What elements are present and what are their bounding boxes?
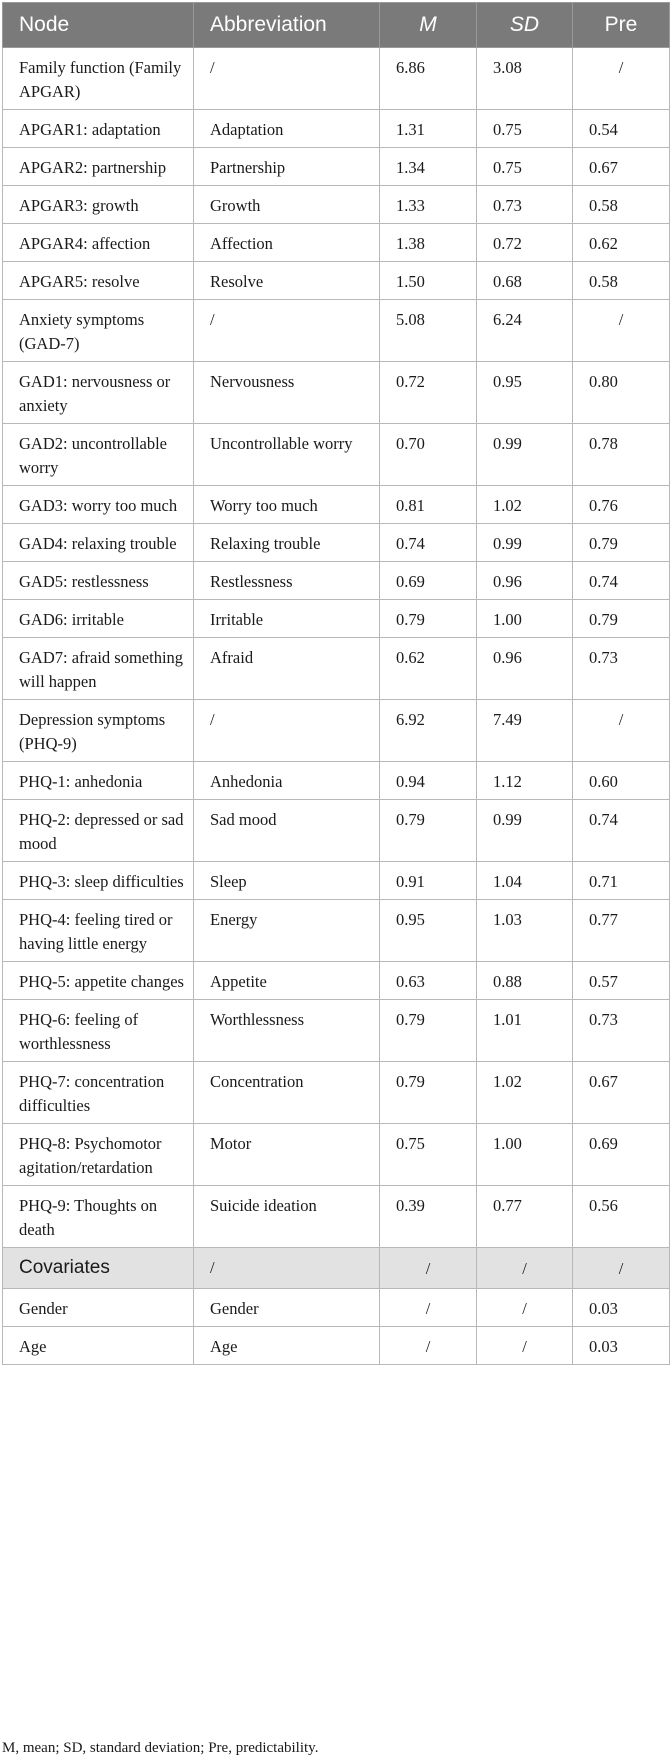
cell-sd: 3.08	[477, 48, 573, 110]
table-row	[3, 700, 670, 762]
cell-pre: 0.57	[573, 962, 670, 1000]
cell-sd: 7.49	[477, 700, 573, 762]
cell-mean: /	[380, 1289, 477, 1327]
cell-sd: 1.02	[477, 486, 573, 524]
cell-pre: 0.03	[573, 1289, 670, 1327]
cell-pre: /	[573, 700, 670, 762]
cell-node: GAD7: afraid something will happen	[3, 638, 194, 700]
cell-mean: 0.75	[380, 1124, 477, 1186]
cell-sd: 1.12	[477, 762, 573, 800]
cell-node: GAD5: restlessness	[3, 562, 194, 600]
section-mean: /	[380, 1248, 477, 1289]
cell-node: Age	[3, 1327, 194, 1365]
cell-node: Family function (Family APGAR)	[3, 48, 194, 110]
cell-abbreviation: Adaptation	[194, 110, 380, 148]
cell-abbreviation: Worry too much	[194, 486, 380, 524]
header-node: Node	[3, 3, 194, 48]
cell-pre: 0.79	[573, 600, 670, 638]
cell-abbreviation: Energy	[194, 900, 380, 962]
cell-pre: 0.73	[573, 1000, 670, 1062]
table-row	[3, 186, 670, 224]
cell-pre: 0.67	[573, 1062, 670, 1124]
cell-node: GAD1: nervousness or anxiety	[3, 362, 194, 424]
cell-mean: 1.38	[380, 224, 477, 262]
table-footnote: M, mean; SD, standard deviation; Pre, predictability.	[2, 1740, 319, 1756]
cell-pre: 0.78	[573, 424, 670, 486]
cell-pre: 0.77	[573, 900, 670, 962]
cell-abbreviation: Anhedonia	[194, 762, 380, 800]
covariates-section	[3, 1248, 670, 1289]
cell-abbreviation: Concentration	[194, 1062, 380, 1124]
cell-mean: 0.79	[380, 1000, 477, 1062]
cell-sd: 0.72	[477, 224, 573, 262]
cell-abbreviation: Resolve	[194, 262, 380, 300]
table-row	[3, 562, 670, 600]
cell-sd: 0.95	[477, 362, 573, 424]
table-row	[3, 262, 670, 300]
cell-abbreviation: Sleep	[194, 862, 380, 900]
node-statistics-table	[2, 2, 670, 1365]
cell-sd: 1.03	[477, 900, 573, 962]
cell-mean: 0.81	[380, 486, 477, 524]
table-row	[3, 48, 670, 110]
header-mean: M	[380, 3, 477, 48]
cell-pre: 0.74	[573, 800, 670, 862]
cell-mean: 0.69	[380, 562, 477, 600]
table-row	[3, 524, 670, 562]
cell-mean: 0.79	[380, 800, 477, 862]
cell-abbreviation: Partnership	[194, 148, 380, 186]
table-row	[3, 800, 670, 862]
cell-node: GAD3: worry too much	[3, 486, 194, 524]
cell-abbreviation: Appetite	[194, 962, 380, 1000]
table-row	[3, 638, 670, 700]
table-row	[3, 300, 670, 362]
cell-sd: 0.77	[477, 1186, 573, 1248]
cell-node: PHQ-8: Psychomotor agitation/retardation	[3, 1124, 194, 1186]
cell-node: GAD2: uncontrollable worry	[3, 424, 194, 486]
cell-abbreviation: Restlessness	[194, 562, 380, 600]
cell-abbreviation: Uncontrollable worry	[194, 424, 380, 486]
cell-mean: 1.31	[380, 110, 477, 148]
cell-abbreviation: /	[194, 48, 380, 110]
cell-pre: 0.62	[573, 224, 670, 262]
cell-abbreviation: Sad mood	[194, 800, 380, 862]
cell-abbreviation: Afraid	[194, 638, 380, 700]
cell-abbreviation: Gender	[194, 1289, 380, 1327]
cell-sd: 1.04	[477, 862, 573, 900]
cell-abbreviation: /	[194, 300, 380, 362]
table-row	[3, 862, 670, 900]
cell-abbreviation: Nervousness	[194, 362, 380, 424]
cell-sd: /	[477, 1289, 573, 1327]
table-row	[3, 362, 670, 424]
cell-node: APGAR2: partnership	[3, 148, 194, 186]
cell-node: PHQ-9: Thoughts on death	[3, 1186, 194, 1248]
cell-node: PHQ-3: sleep difficulties	[3, 862, 194, 900]
table-row	[3, 1289, 670, 1327]
table-body	[3, 48, 670, 1248]
cell-mean: 0.63	[380, 962, 477, 1000]
cell-mean: 0.94	[380, 762, 477, 800]
table-row	[3, 600, 670, 638]
cell-node: GAD6: irritable	[3, 600, 194, 638]
cell-node: APGAR3: growth	[3, 186, 194, 224]
cell-pre: 0.79	[573, 524, 670, 562]
cell-node: APGAR5: resolve	[3, 262, 194, 300]
cell-mean: 1.34	[380, 148, 477, 186]
cell-node: PHQ-7: concentration difficulties	[3, 1062, 194, 1124]
cell-node: PHQ-6: feeling of worthlessness	[3, 1000, 194, 1062]
cell-node: PHQ-1: anhedonia	[3, 762, 194, 800]
cell-sd: 0.68	[477, 262, 573, 300]
cell-mean: 6.86	[380, 48, 477, 110]
cell-sd: /	[477, 1327, 573, 1365]
table-row	[3, 1000, 670, 1062]
cell-mean: 0.70	[380, 424, 477, 486]
cell-node: Gender	[3, 1289, 194, 1327]
cell-node: APGAR4: affection	[3, 224, 194, 262]
cell-node: PHQ-2: depressed or sad mood	[3, 800, 194, 862]
table-row	[3, 224, 670, 262]
cell-pre: 0.67	[573, 148, 670, 186]
cell-sd: 0.75	[477, 148, 573, 186]
cell-node: Anxiety symptoms (GAD-7)	[3, 300, 194, 362]
section-pre: /	[573, 1248, 670, 1289]
cell-mean: 0.74	[380, 524, 477, 562]
cell-sd: 6.24	[477, 300, 573, 362]
cell-pre: 0.56	[573, 1186, 670, 1248]
table-row	[3, 1062, 670, 1124]
cell-sd: 1.01	[477, 1000, 573, 1062]
cell-abbreviation: Affection	[194, 224, 380, 262]
cell-node: Depression symptoms (PHQ-9)	[3, 700, 194, 762]
cell-abbreviation: Suicide ideation	[194, 1186, 380, 1248]
section-sd: /	[477, 1248, 573, 1289]
section-abbreviation: /	[194, 1248, 380, 1289]
section-label: Covariates	[3, 1248, 194, 1289]
header-abbreviation: Abbreviation	[194, 3, 380, 48]
cell-pre: 0.76	[573, 486, 670, 524]
cell-node: APGAR1: adaptation	[3, 110, 194, 148]
cell-pre: /	[573, 48, 670, 110]
cell-pre: 0.54	[573, 110, 670, 148]
cell-mean: 0.79	[380, 1062, 477, 1124]
cell-mean: 1.50	[380, 262, 477, 300]
cell-sd: 0.73	[477, 186, 573, 224]
cell-pre: /	[573, 300, 670, 362]
cell-mean: 1.33	[380, 186, 477, 224]
table-row	[3, 1186, 670, 1248]
cell-pre: 0.58	[573, 186, 670, 224]
cell-mean: 0.91	[380, 862, 477, 900]
cell-mean: 0.39	[380, 1186, 477, 1248]
cell-abbreviation: Motor	[194, 1124, 380, 1186]
cell-abbreviation: Age	[194, 1327, 380, 1365]
table-row	[3, 1327, 670, 1365]
cell-abbreviation: Relaxing trouble	[194, 524, 380, 562]
cell-pre: 0.03	[573, 1327, 670, 1365]
cell-mean: /	[380, 1327, 477, 1365]
table-row	[3, 962, 670, 1000]
cell-mean: 0.95	[380, 900, 477, 962]
cell-sd: 1.02	[477, 1062, 573, 1124]
table-row	[3, 486, 670, 524]
cell-mean: 0.62	[380, 638, 477, 700]
cell-node: GAD4: relaxing trouble	[3, 524, 194, 562]
cell-abbreviation: Irritable	[194, 600, 380, 638]
cell-mean: 5.08	[380, 300, 477, 362]
cell-sd: 0.99	[477, 800, 573, 862]
cell-node: PHQ-4: feeling tired or having little energy	[3, 900, 194, 962]
cell-sd: 0.96	[477, 638, 573, 700]
section-row-covariates	[3, 1248, 670, 1289]
header-pre: Pre	[573, 3, 670, 48]
cell-sd: 1.00	[477, 1124, 573, 1186]
cell-sd: 0.96	[477, 562, 573, 600]
cell-sd: 0.99	[477, 524, 573, 562]
cell-node: PHQ-5: appetite changes	[3, 962, 194, 1000]
cell-sd: 0.75	[477, 110, 573, 148]
table-row	[3, 110, 670, 148]
table-row	[3, 1124, 670, 1186]
cell-pre: 0.60	[573, 762, 670, 800]
header-sd: SD	[477, 3, 573, 48]
data-table-container	[2, 2, 669, 1365]
cell-mean: 0.72	[380, 362, 477, 424]
cell-abbreviation: Worthlessness	[194, 1000, 380, 1062]
cell-sd: 0.88	[477, 962, 573, 1000]
cell-pre: 0.74	[573, 562, 670, 600]
cell-sd: 0.99	[477, 424, 573, 486]
cell-sd: 1.00	[477, 600, 573, 638]
cell-abbreviation: /	[194, 700, 380, 762]
table-row	[3, 762, 670, 800]
cell-mean: 0.79	[380, 600, 477, 638]
cell-pre: 0.69	[573, 1124, 670, 1186]
table-header-row	[3, 3, 670, 48]
cell-abbreviation: Growth	[194, 186, 380, 224]
table-row	[3, 148, 670, 186]
cell-pre: 0.73	[573, 638, 670, 700]
covariates-body	[3, 1289, 670, 1365]
table-row	[3, 424, 670, 486]
cell-mean: 6.92	[380, 700, 477, 762]
cell-pre: 0.58	[573, 262, 670, 300]
cell-pre: 0.80	[573, 362, 670, 424]
table-row	[3, 900, 670, 962]
cell-pre: 0.71	[573, 862, 670, 900]
